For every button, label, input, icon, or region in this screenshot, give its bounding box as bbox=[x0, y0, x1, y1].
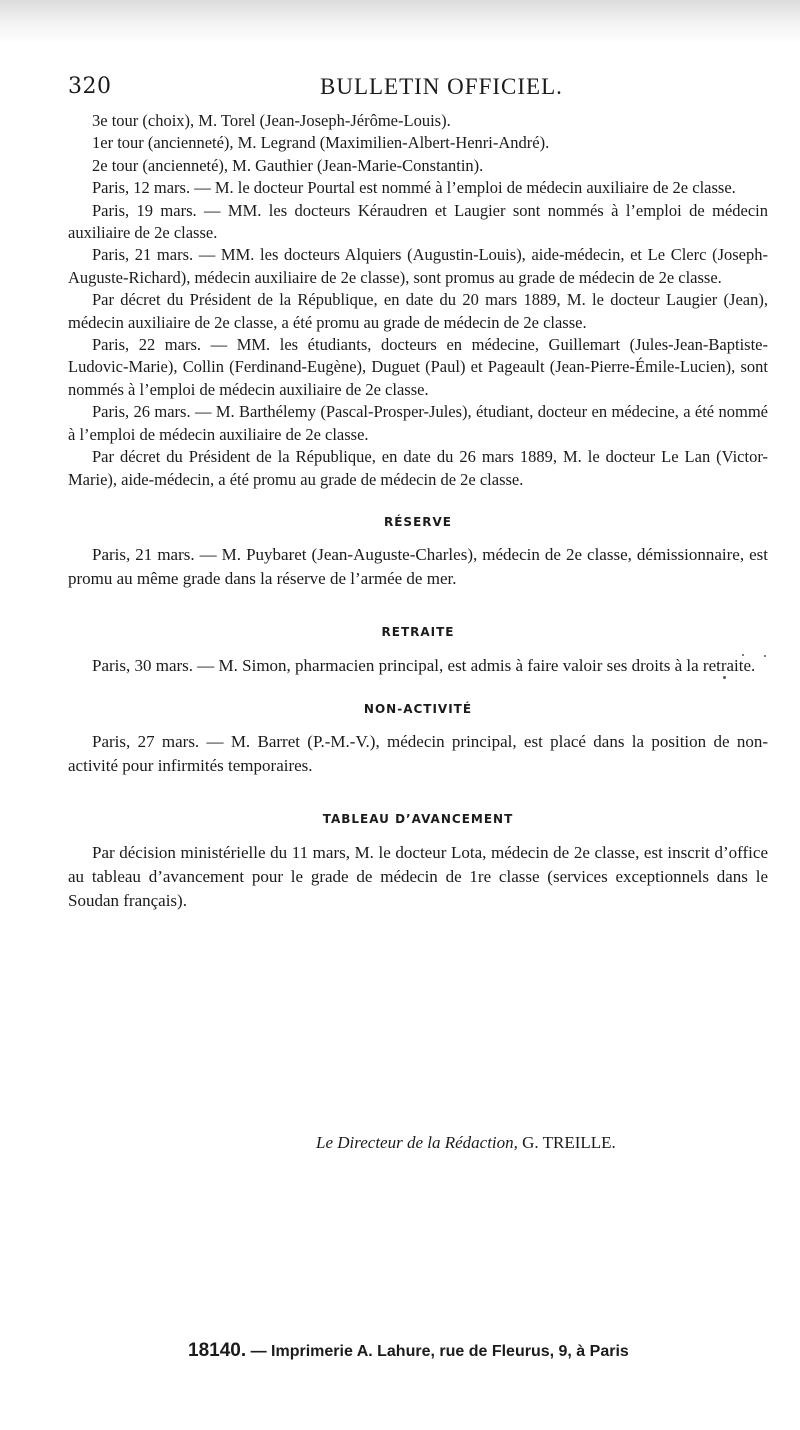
paragraph-4: Paris, 12 mars. — M. le docteur Pourtal est nommé à l’emploi de médecin auxiliaire de 2e classe. bbox=[92, 178, 736, 198]
scan-speck bbox=[764, 655, 766, 657]
paragraph-8: Paris, 22 mars. — MM. les étudiants, docteurs en médecine, Guillemart (Jules-Jean-Baptiste-Ludovic-Marie), Collin (Ferdinand-Eugène), Duguet (Paul) et Pageault (Jean-Pierre-Émile-Lucien), sont nommés à l’emploi de médecin auxiliaire de 2e classe. bbox=[68, 335, 768, 399]
paragraph-2: 1er tour (ancienneté), M. Legrand (Maximilien-Albert-Henri-André). bbox=[92, 133, 550, 153]
paragraph-3: 2e tour (ancienneté), M. Gauthier (Jean-Marie-Constantin). bbox=[92, 155, 484, 175]
reserve-paragraph: Paris, 21 mars. — M. Puybaret (Jean-Auguste-Charles), médecin de 2e classe, démissionnaire, est promu au même grade dans la réserve de l’armée de mer. bbox=[68, 545, 768, 589]
signature-title: Le Directeur de la Rédaction, bbox=[316, 1133, 518, 1152]
scan-speck bbox=[742, 654, 744, 656]
signature-name: G. TREILLE. bbox=[522, 1133, 616, 1152]
paragraph-9: Paris, 26 mars. — M. Barthélemy (Pascal-Prosper-Jules), étudiant, docteur en médecine, a été nommé à l’emploi de médecin auxiliaire de 2e classe. bbox=[68, 402, 768, 444]
paragraph-6: Paris, 21 mars. — MM. les docteurs Alquiers (Augustin-Louis), aide-médecin, et Le Clerc (Joseph-Auguste-Richard), médecin auxiliaire de 2e classe), sont promus au grade de médecin de 2e classe. bbox=[68, 245, 768, 287]
paragraph-1: 3e tour (choix), M. Torel (Jean-Joseph-Jérôme-Louis). bbox=[92, 111, 451, 130]
scan-shadow bbox=[0, 0, 800, 44]
page-number: 320 bbox=[68, 74, 112, 99]
printer-text: — Imprimerie A. Lahure, rue de Fleurus, 9, à Paris bbox=[250, 1343, 629, 1360]
paragraph-7: Par décret du Président de la République, en date du 20 mars 1889, M. le docteur Laugier (Jean), médecin auxiliaire de 2e classe, a été promu au grade de médecin de 2e classe. bbox=[68, 290, 768, 332]
running-head bbox=[68, 74, 768, 108]
retraite-heading: RETRAITE bbox=[381, 625, 455, 640]
non-activite-heading: NON-ACTIVITÉ bbox=[363, 701, 473, 716]
tableau-paragraph: Par décision ministérielle du 11 mars, M. le docteur Lota, médecin de 2e classe, est inscrit d’office au tableau d’avancement pour le grade de médecin de 1re classe (services exceptionnels dans le Soudan français). bbox=[68, 842, 768, 910]
page-content bbox=[68, 110, 768, 913]
paragraph-10: Par décret du Président de la République, en date du 26 mars 1889, M. le docteur Le Lan (Victor-Marie), aide-médecin, a été promu au grade de médecin de 2e classe. bbox=[68, 447, 768, 489]
tableau-heading: TABLEAU D’AVANCEMENT bbox=[322, 812, 514, 827]
printer-number: 18140. bbox=[188, 1340, 247, 1361]
paragraph-5: Paris, 19 mars. — MM. les docteurs Kéraudren et Laugier sont nommés à l’emploi de médecin auxiliaire de 2e classe. bbox=[68, 200, 768, 243]
running-title: BULLETIN OFFICIEL. bbox=[320, 74, 563, 99]
retraite-paragraph: Paris, 30 mars. — M. Simon, pharmacien principal, est admis à faire valoir ses droits à la retraite. bbox=[92, 655, 756, 675]
scan-speck bbox=[723, 676, 726, 679]
non-activite-paragraph: Paris, 27 mars. — M. Barret (P.-M.-V.), médecin principal, est placé dans la position de non-activité pour infirmités temporaires. bbox=[68, 732, 768, 776]
reserve-heading: RÉSERVE bbox=[383, 514, 452, 529]
printer-line bbox=[188, 1340, 688, 1362]
signature bbox=[316, 1133, 736, 1153]
